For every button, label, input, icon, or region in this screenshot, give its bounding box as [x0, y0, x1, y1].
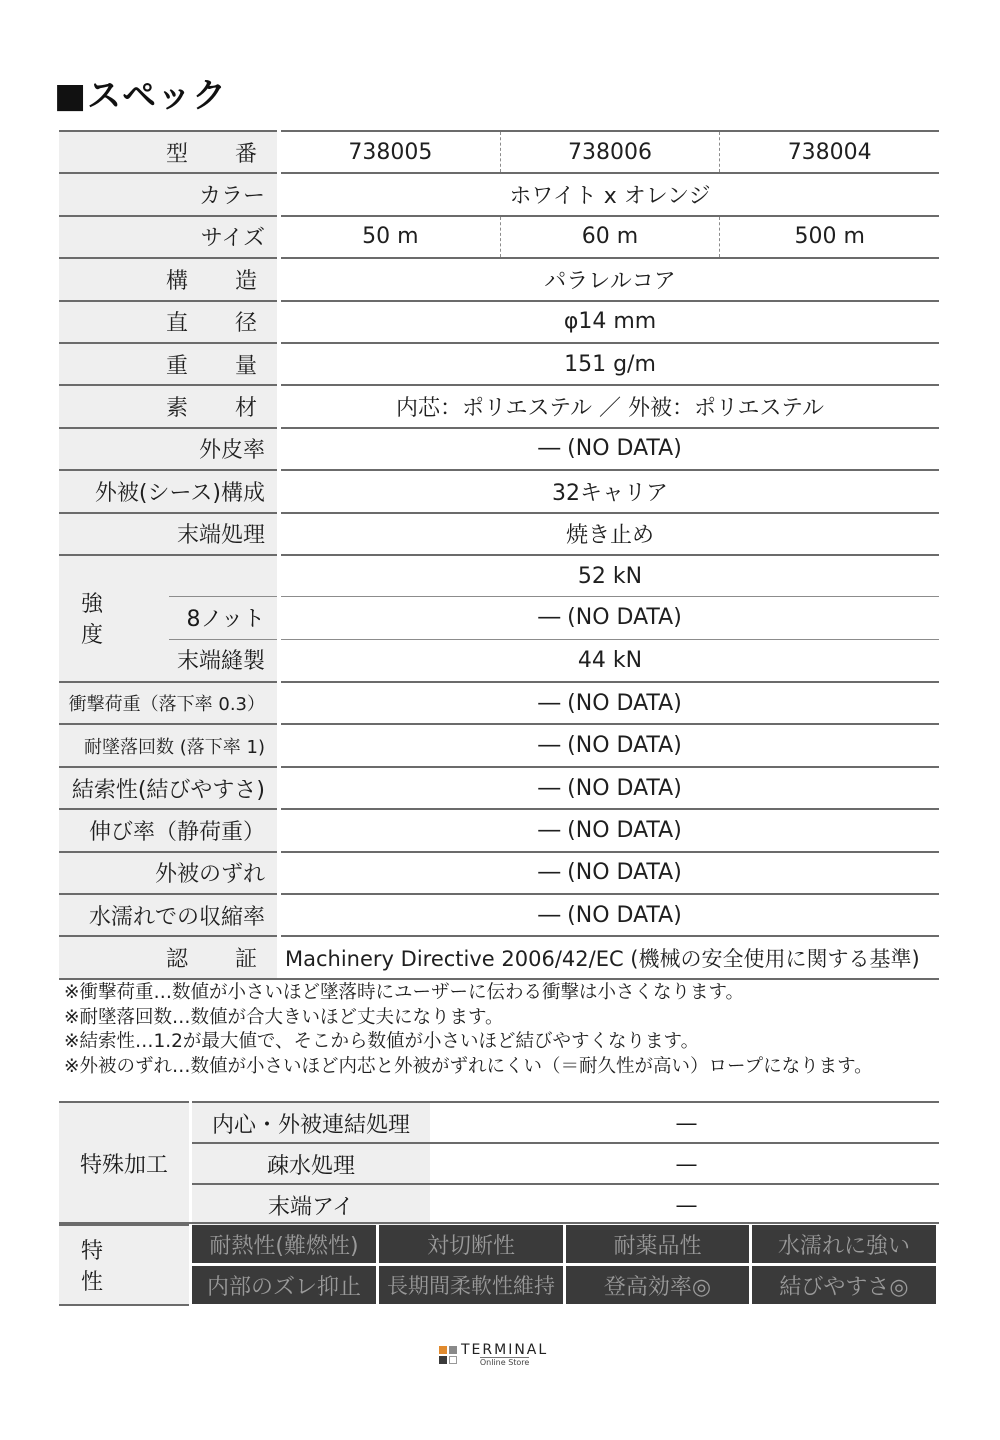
special-processing-label: 特殊加工 [59, 1101, 189, 1223]
characteristic-chip: 内部のズレ抑止 [192, 1266, 376, 1304]
spec-label: 水濡れでの収縮率 [59, 893, 277, 935]
spec-label: 重 量 [59, 342, 277, 384]
spec-value: 44 kN [281, 639, 939, 681]
spec-label: 構 造 [59, 257, 277, 299]
characteristic-chip: 水濡れに強い [752, 1225, 936, 1263]
spec-label: 耐墜落回数 (落下率 1) [59, 723, 277, 765]
characteristic-chip: 対切断性 [379, 1225, 563, 1263]
spec-group-strength [59, 554, 939, 681]
spec-value: ― (NO DATA) [281, 893, 939, 935]
special-row-label: 内心・外被連結処理 [192, 1103, 430, 1143]
spec-row-impact [59, 681, 939, 723]
spec-value: ― (NO DATA) [281, 723, 939, 765]
spec-row-structure [59, 257, 939, 299]
spec-table [59, 130, 939, 978]
note-line: ※衝撃荷重…数値が小さいほど墜落時にユーザーに伝わる衝撃は小さくなります。 [64, 982, 745, 1003]
spec-value: 738004 [719, 132, 939, 172]
spec-row-falls [59, 723, 939, 765]
spec-label: サイズ [59, 215, 277, 257]
spec-value: 500 m [719, 217, 939, 257]
spec-value: 50 m [362, 224, 419, 250]
spec-value: Machinery Directive 2006/42/EC (機械の安全使用に関する基準) [281, 935, 939, 977]
spec-label: 外皮率 [59, 427, 277, 469]
spec-label: 外被のずれ [59, 851, 277, 893]
spec-value: ― (NO DATA) [281, 808, 939, 850]
special-row-value: ― [676, 1111, 697, 1135]
note-line: ※耐墜落回数…数値が合大きいほど丈夫になります。 [64, 1006, 504, 1028]
spec-value: ― (NO DATA) [281, 766, 939, 808]
note-line: ※外被のずれ…数値が小さいほど内芯と外被がずれにくい（＝耐久性が高い）ロープになります。 [64, 1055, 873, 1077]
spec-sublabel: 末端縫製 [176, 649, 265, 675]
spec-value: 内芯：ポリエステル ／ 外被：ポリエステル [281, 384, 939, 426]
logo-mark-icon [439, 1346, 457, 1364]
characteristic-chip: 登高効率◎ [566, 1266, 749, 1304]
logo-subtitle: Online Store [479, 1358, 530, 1367]
spec-label: 直 径 [59, 300, 277, 342]
notes [64, 981, 873, 1079]
spec-row-sheath [59, 469, 939, 511]
spec-row-material [59, 384, 939, 426]
special-row-value: ― [676, 1152, 697, 1176]
spec-row-elongation [59, 808, 939, 850]
spec-label: 素 材 [59, 384, 277, 426]
spec-value: ― (NO DATA) [281, 681, 939, 723]
spec-label: 結索性(結びやすさ) [59, 766, 277, 808]
special-row-value: ― [676, 1193, 697, 1217]
spec-label: 末端処理 [59, 512, 277, 554]
spec-row-model [59, 130, 939, 172]
spec-label: 強 度 [81, 591, 126, 648]
characteristic-chip: 耐薬品性 [566, 1225, 749, 1263]
spec-label: カラー [59, 172, 277, 214]
spec-label: 伸び率（静荷重） [59, 808, 277, 850]
special-row-label: 末端アイ [192, 1185, 430, 1225]
spec-row-end-treatment [59, 512, 939, 554]
spec-value: 32キャリア [281, 469, 939, 511]
spec-value: 151 g/m [281, 342, 939, 384]
spec-label: 認 証 [59, 935, 277, 977]
terminal-logo [439, 1343, 548, 1367]
spec-value: φ14 mm [281, 300, 939, 342]
special-row-label: 疎水処理 [192, 1144, 430, 1184]
logo-name: TERMINAL [461, 1342, 549, 1358]
spec-row-slippage [59, 851, 939, 893]
spec-value: ホワイト x オレンジ [281, 172, 939, 214]
spec-value: 52 kN [281, 554, 939, 596]
spec-value: ― (NO DATA) [281, 851, 939, 893]
spec-row-certification [59, 935, 939, 977]
characteristic-chip: 結びやすさ◎ [752, 1266, 936, 1304]
spec-sublabel: 8ノット [186, 606, 265, 632]
spec-row-shrinkage [59, 893, 939, 935]
spec-label: 衝撃荷重（落下率 0.3） [59, 681, 277, 723]
characteristic-chip: 長期間柔軟性維持 [379, 1266, 563, 1304]
special-processing-table [59, 1101, 939, 1223]
spec-row-diameter [59, 300, 939, 342]
spec-value: パラレルコア [281, 257, 939, 299]
spec-label: 外被(シース)構成 [59, 469, 277, 511]
spec-row-color [59, 172, 939, 214]
spec-value: ― (NO DATA) [281, 596, 939, 638]
spec-row-weight [59, 342, 939, 384]
characteristics-label: 特 性 [59, 1224, 189, 1306]
spec-value: 738006 [500, 132, 720, 172]
spec-row-skin-ratio [59, 427, 939, 469]
spec-value: ― (NO DATA) [281, 427, 939, 469]
spec-value: 焼き止め [281, 512, 939, 554]
note-line: ※結索性…1.2が最大値で、そこから数値が小さいほど結びやすくなります。 [64, 1031, 700, 1053]
page-title: ■スペック [54, 76, 228, 116]
spec-value: 60 m [500, 217, 720, 257]
spec-row-knotability [59, 766, 939, 808]
characteristic-chip: 耐熱性(難燃性) [192, 1225, 376, 1263]
spec-value: 738005 [348, 139, 433, 165]
spec-label: 型 番 [59, 130, 277, 172]
spec-row-size [59, 215, 939, 257]
